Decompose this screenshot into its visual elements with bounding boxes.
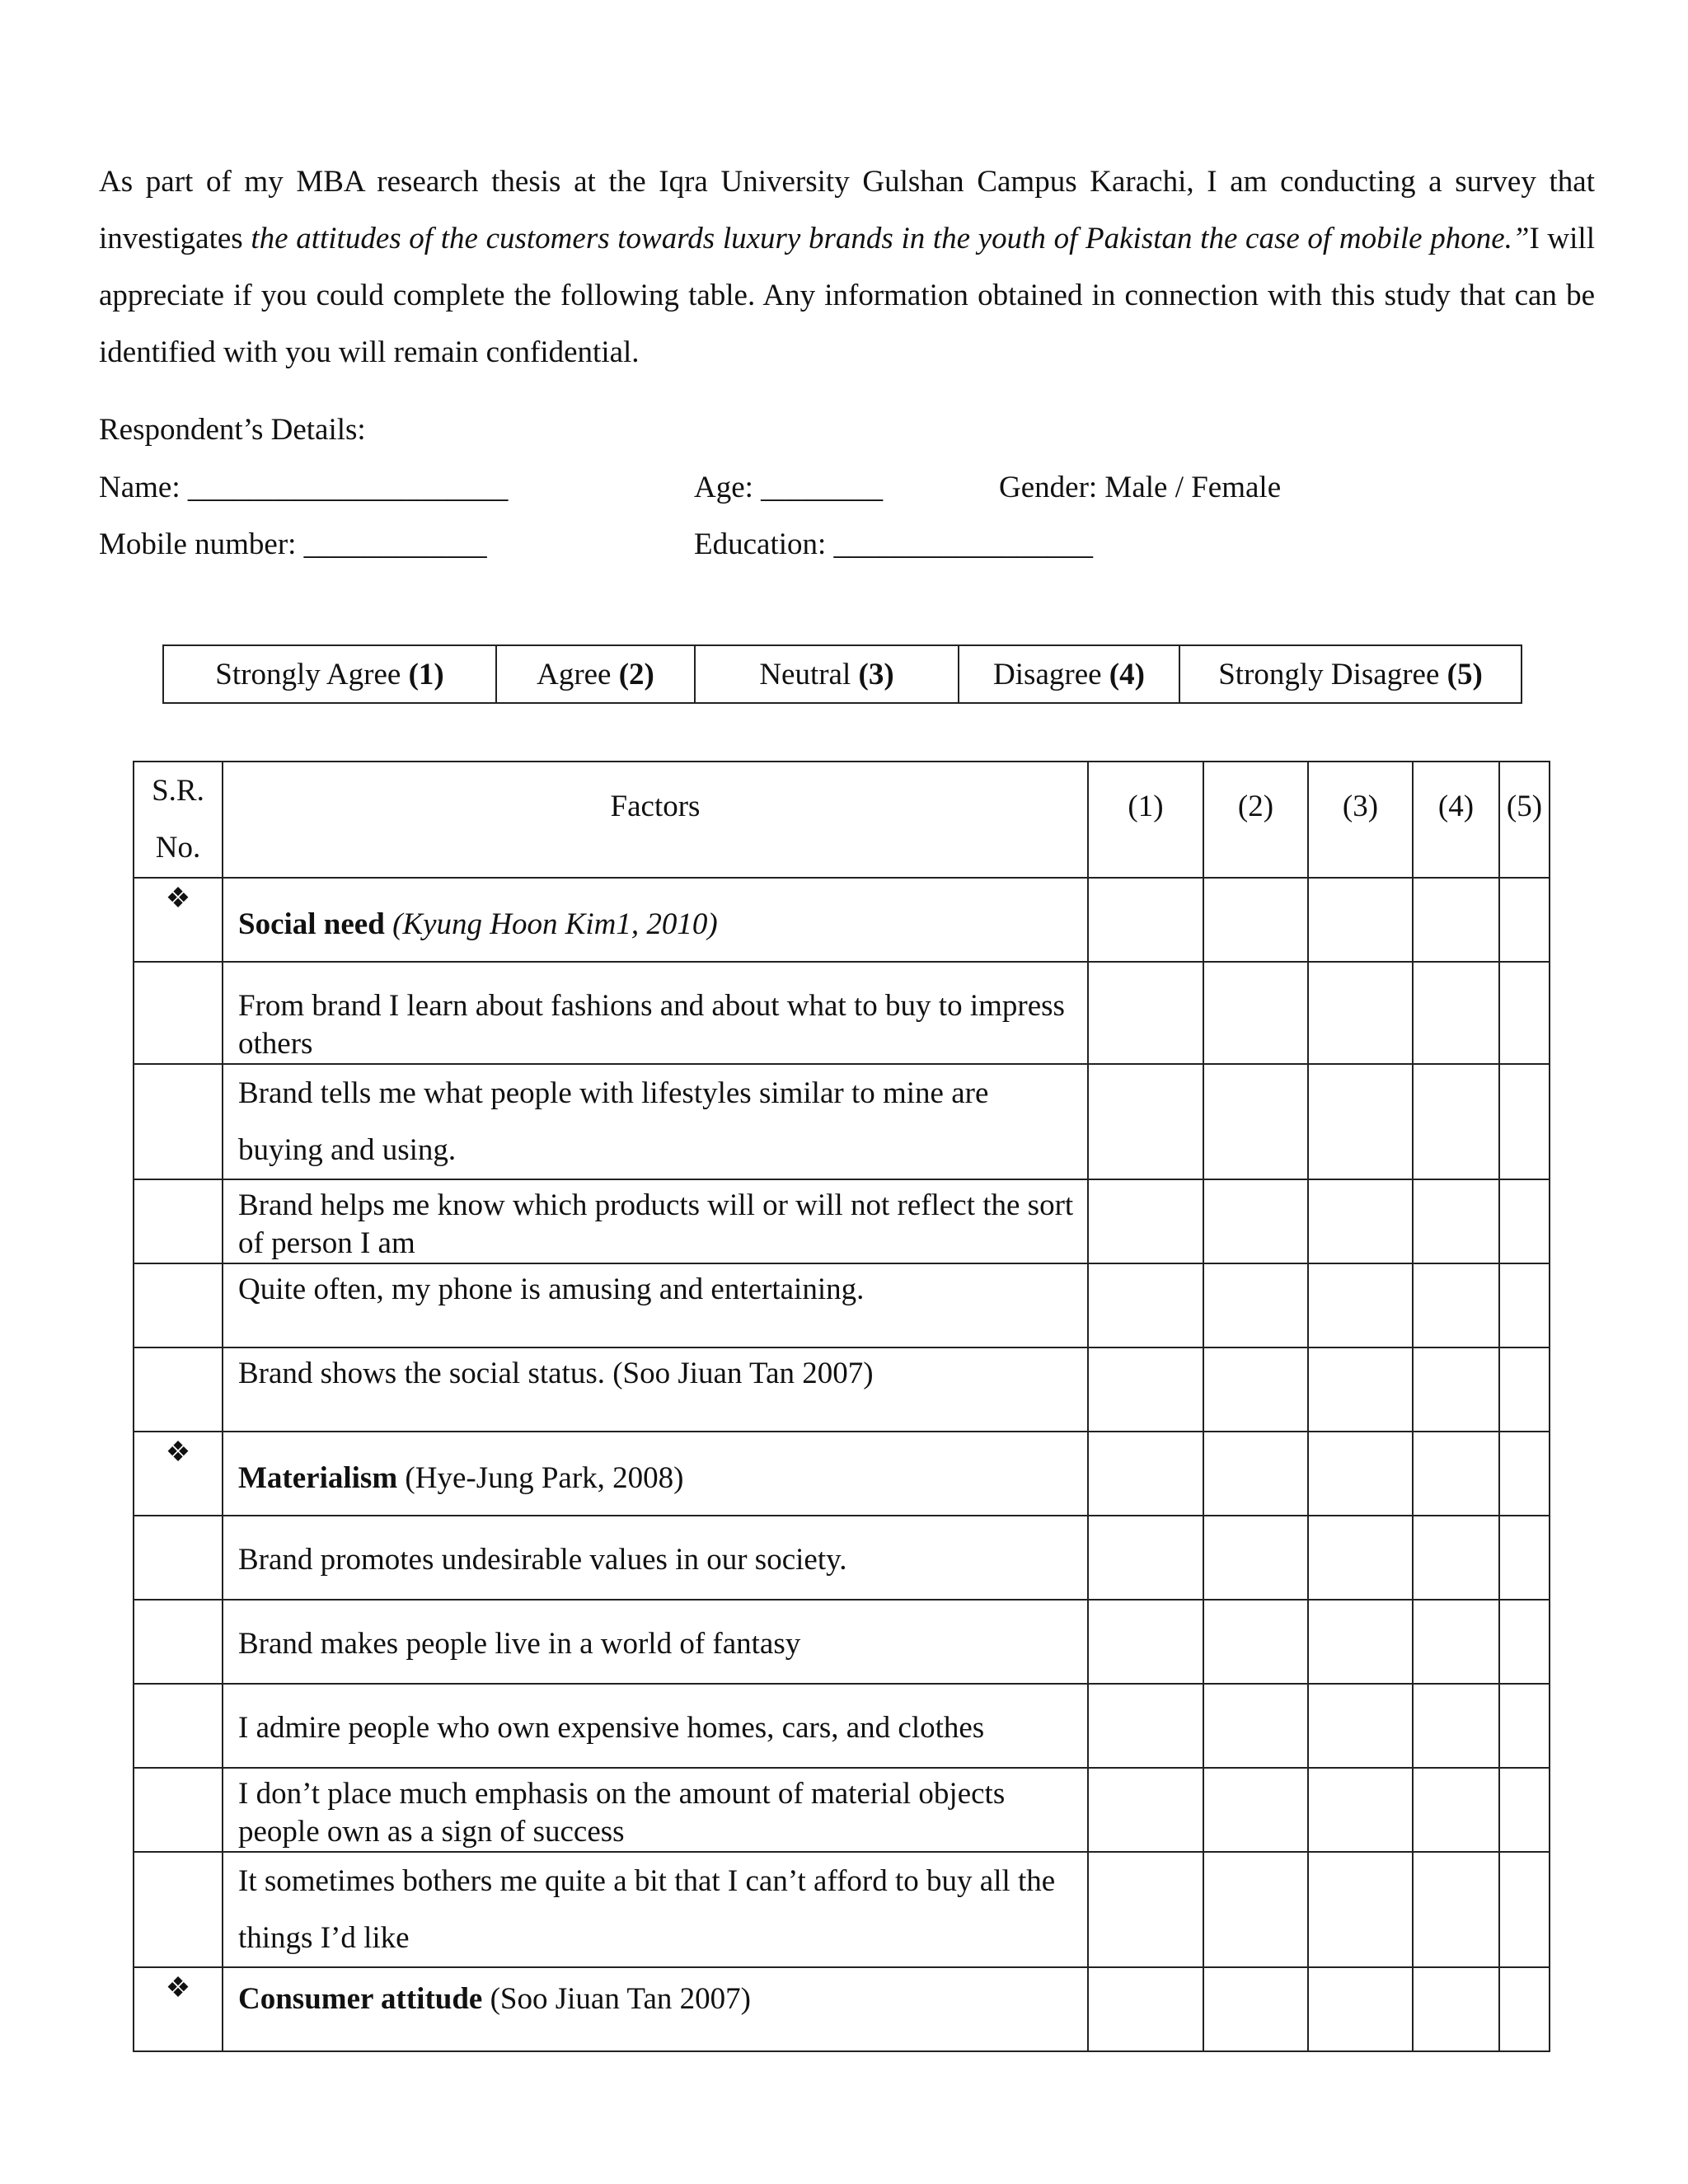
rating-cell-4[interactable] [1413, 1600, 1499, 1684]
rating-cell-4[interactable] [1413, 1768, 1499, 1852]
rating-cell-4[interactable] [1413, 1179, 1499, 1263]
rating-cell-3[interactable] [1308, 1179, 1413, 1263]
rating-cell-3[interactable] [1308, 1516, 1413, 1600]
table-row [134, 1684, 1550, 1768]
rating-cell-2[interactable] [1203, 1684, 1308, 1768]
section-row-social-need [134, 878, 1550, 962]
rating-cell-3[interactable] [1308, 962, 1413, 1064]
mobile-number-field[interactable]: Mobile number: ____________ [99, 527, 487, 561]
intro-text-2: I will appreciate if you could complete the following table. Any information obtained in connection with this study that can be identified with you will remain confidential. [99, 222, 1595, 369]
table-row [134, 1768, 1550, 1852]
rating-cell-5[interactable] [1499, 1516, 1550, 1600]
rating-5-header: (5) [1499, 762, 1550, 878]
rating-cell-3[interactable] [1308, 1064, 1413, 1179]
rating-cell-3[interactable] [1308, 1263, 1413, 1347]
rating-cell-5[interactable] [1499, 1347, 1550, 1432]
sr-cell [134, 1684, 223, 1768]
rating-cell-4[interactable] [1413, 1432, 1499, 1516]
section-title: Materialism (Hye-Jung Park, 2008) [223, 1432, 1088, 1516]
rating-cell-2[interactable] [1203, 1347, 1308, 1432]
factor-statement: It sometimes bothers me quite a bit that I can’t afford to buy all the things I’d like [223, 1852, 1088, 1967]
rating-cell-3[interactable] [1308, 1768, 1413, 1852]
rating-cell-4[interactable] [1413, 962, 1499, 1064]
rating-cell-4[interactable] [1413, 1684, 1499, 1768]
section-row-consumer-attitude [134, 1967, 1550, 2051]
rating-cell-5[interactable] [1499, 1179, 1550, 1263]
sr-cell [134, 1516, 223, 1600]
table-row [134, 1347, 1550, 1432]
section-bullet-icon: ❖ [134, 1432, 223, 1516]
rating-cell-1[interactable] [1088, 1179, 1203, 1263]
rating-cell-3[interactable] [1308, 1684, 1413, 1768]
intro-paragraph [99, 153, 1595, 381]
rating-cell-2[interactable] [1203, 962, 1308, 1064]
factor-statement: Brand helps me know which products will or will not reflect the sort of person I am [223, 1179, 1088, 1263]
factor-statement: Quite often, my phone is amusing and entertaining. [223, 1263, 1088, 1347]
table-row [134, 1516, 1550, 1600]
rating-cell-3[interactable] [1308, 1852, 1413, 1967]
rating-cell-3[interactable] [1308, 1432, 1413, 1516]
sr-cell [134, 1347, 223, 1432]
intro-text-1: As part of my MBA research thesis at the Iqra University Gulshan Campus Karachi, I am conducting a survey that investigates [99, 165, 1595, 255]
rating-cell-5[interactable] [1499, 878, 1550, 962]
rating-cell-5[interactable] [1499, 1852, 1550, 1967]
rating-cell-3[interactable] [1308, 1600, 1413, 1684]
rating-cell-1[interactable] [1088, 1967, 1203, 2051]
rating-cell-2[interactable] [1203, 878, 1308, 962]
rating-cell-2[interactable] [1203, 1432, 1308, 1516]
section-title: Social need (Kyung Hoon Kim1, 2010) [223, 878, 1088, 962]
section-title: Consumer attitude (Soo Jiuan Tan 2007) [223, 1967, 1088, 2051]
rating-cell-1[interactable] [1088, 1684, 1203, 1768]
rating-cell-5[interactable] [1499, 962, 1550, 1064]
likert-scale-legend [162, 644, 1522, 704]
sr-cell [134, 1179, 223, 1263]
rating-cell-1[interactable] [1088, 1600, 1203, 1684]
scale-disagree: Disagree (4) [959, 645, 1179, 703]
table-row [134, 1263, 1550, 1347]
rating-cell-5[interactable] [1499, 1263, 1550, 1347]
section-bullet-icon: ❖ [134, 1967, 223, 2051]
factor-statement: I admire people who own expensive homes, cars, and clothes [223, 1684, 1088, 1768]
rating-cell-5[interactable] [1499, 1064, 1550, 1179]
rating-cell-5[interactable] [1499, 1432, 1550, 1516]
rating-cell-1[interactable] [1088, 962, 1203, 1064]
rating-cell-5[interactable] [1499, 1684, 1550, 1768]
rating-cell-2[interactable] [1203, 1768, 1308, 1852]
rating-cell-4[interactable] [1413, 1347, 1499, 1432]
rating-2-header: (2) [1203, 762, 1308, 878]
sr-no-header: S.R. No. [134, 762, 223, 878]
name-field[interactable]: Name: _____________________ [99, 471, 509, 504]
rating-1-header: (1) [1088, 762, 1203, 878]
rating-cell-1[interactable] [1088, 1768, 1203, 1852]
table-row [134, 1064, 1550, 1179]
gender-field[interactable]: Gender: Male / Female [999, 471, 1282, 504]
rating-cell-4[interactable] [1413, 878, 1499, 962]
sr-cell [134, 962, 223, 1064]
rating-cell-3[interactable] [1308, 1347, 1413, 1432]
sr-cell [134, 1263, 223, 1347]
rating-cell-2[interactable] [1203, 1852, 1308, 1967]
factor-statement: Brand makes people live in a world of fantasy [223, 1600, 1088, 1684]
rating-cell-1[interactable] [1088, 1516, 1203, 1600]
rating-cell-2[interactable] [1203, 1263, 1308, 1347]
table-header-row [134, 762, 1550, 878]
intro-study-title: the attitudes of the customers towards luxury brands in the youth of Pakistan the case of mobile phone.” [251, 222, 1530, 255]
rating-cell-1[interactable] [1088, 1064, 1203, 1179]
factor-statement: Brand shows the social status. (Soo Jiuan Tan 2007) [223, 1347, 1088, 1432]
rating-cell-1[interactable] [1088, 1263, 1203, 1347]
rating-cell-1[interactable] [1088, 1852, 1203, 1967]
rating-cell-5[interactable] [1499, 1967, 1550, 2051]
rating-cell-2[interactable] [1203, 1064, 1308, 1179]
rating-cell-3[interactable] [1308, 878, 1413, 962]
scale-agree: Agree (2) [496, 645, 695, 703]
age-field[interactable]: Age: ________ [694, 471, 884, 504]
rating-3-header: (3) [1308, 762, 1413, 878]
sr-cell [134, 1768, 223, 1852]
factor-statement: Brand tells me what people with lifestyles similar to mine are buying and using. [223, 1064, 1088, 1179]
scale-neutral: Neutral (3) [695, 645, 959, 703]
rating-cell-4[interactable] [1413, 1967, 1499, 2051]
rating-cell-3[interactable] [1308, 1967, 1413, 2051]
education-field[interactable]: Education: _________________ [694, 527, 1094, 561]
table-row [134, 1179, 1550, 1263]
factor-statement: I don’t place much emphasis on the amount of material objects people own as a sign of success [223, 1768, 1088, 1852]
factor-statement: From brand I learn about fashions and about what to buy to impress others [223, 962, 1088, 1064]
sr-cell [134, 1064, 223, 1179]
rating-4-header: (4) [1413, 762, 1499, 878]
rating-cell-4[interactable] [1413, 1516, 1499, 1600]
rating-cell-4[interactable] [1413, 1263, 1499, 1347]
rating-cell-1[interactable] [1088, 878, 1203, 962]
factor-statement: Brand promotes undesirable values in our society. [223, 1516, 1088, 1600]
factors-header: Factors [223, 762, 1088, 878]
sr-cell [134, 1600, 223, 1684]
rating-cell-5[interactable] [1499, 1600, 1550, 1684]
rating-cell-4[interactable] [1413, 1064, 1499, 1179]
table-row [134, 962, 1550, 1064]
sr-cell [134, 1852, 223, 1967]
survey-table [133, 761, 1550, 2052]
table-row [134, 1852, 1550, 1967]
table-row [134, 1600, 1550, 1684]
rating-cell-2[interactable] [1203, 1179, 1308, 1263]
scale-strongly-agree: Strongly Agree (1) [163, 645, 496, 703]
section-bullet-icon: ❖ [134, 878, 223, 962]
rating-cell-2[interactable] [1203, 1600, 1308, 1684]
rating-cell-2[interactable] [1203, 1516, 1308, 1600]
rating-cell-5[interactable] [1499, 1768, 1550, 1852]
rating-cell-1[interactable] [1088, 1347, 1203, 1432]
rating-cell-4[interactable] [1413, 1852, 1499, 1967]
rating-cell-1[interactable] [1088, 1432, 1203, 1516]
scale-strongly-disagree: Strongly Disagree (5) [1179, 645, 1522, 703]
section-row-materialism [134, 1432, 1550, 1516]
rating-cell-2[interactable] [1203, 1967, 1308, 2051]
respondent-details-title: Respondent’s Details: [99, 413, 366, 447]
